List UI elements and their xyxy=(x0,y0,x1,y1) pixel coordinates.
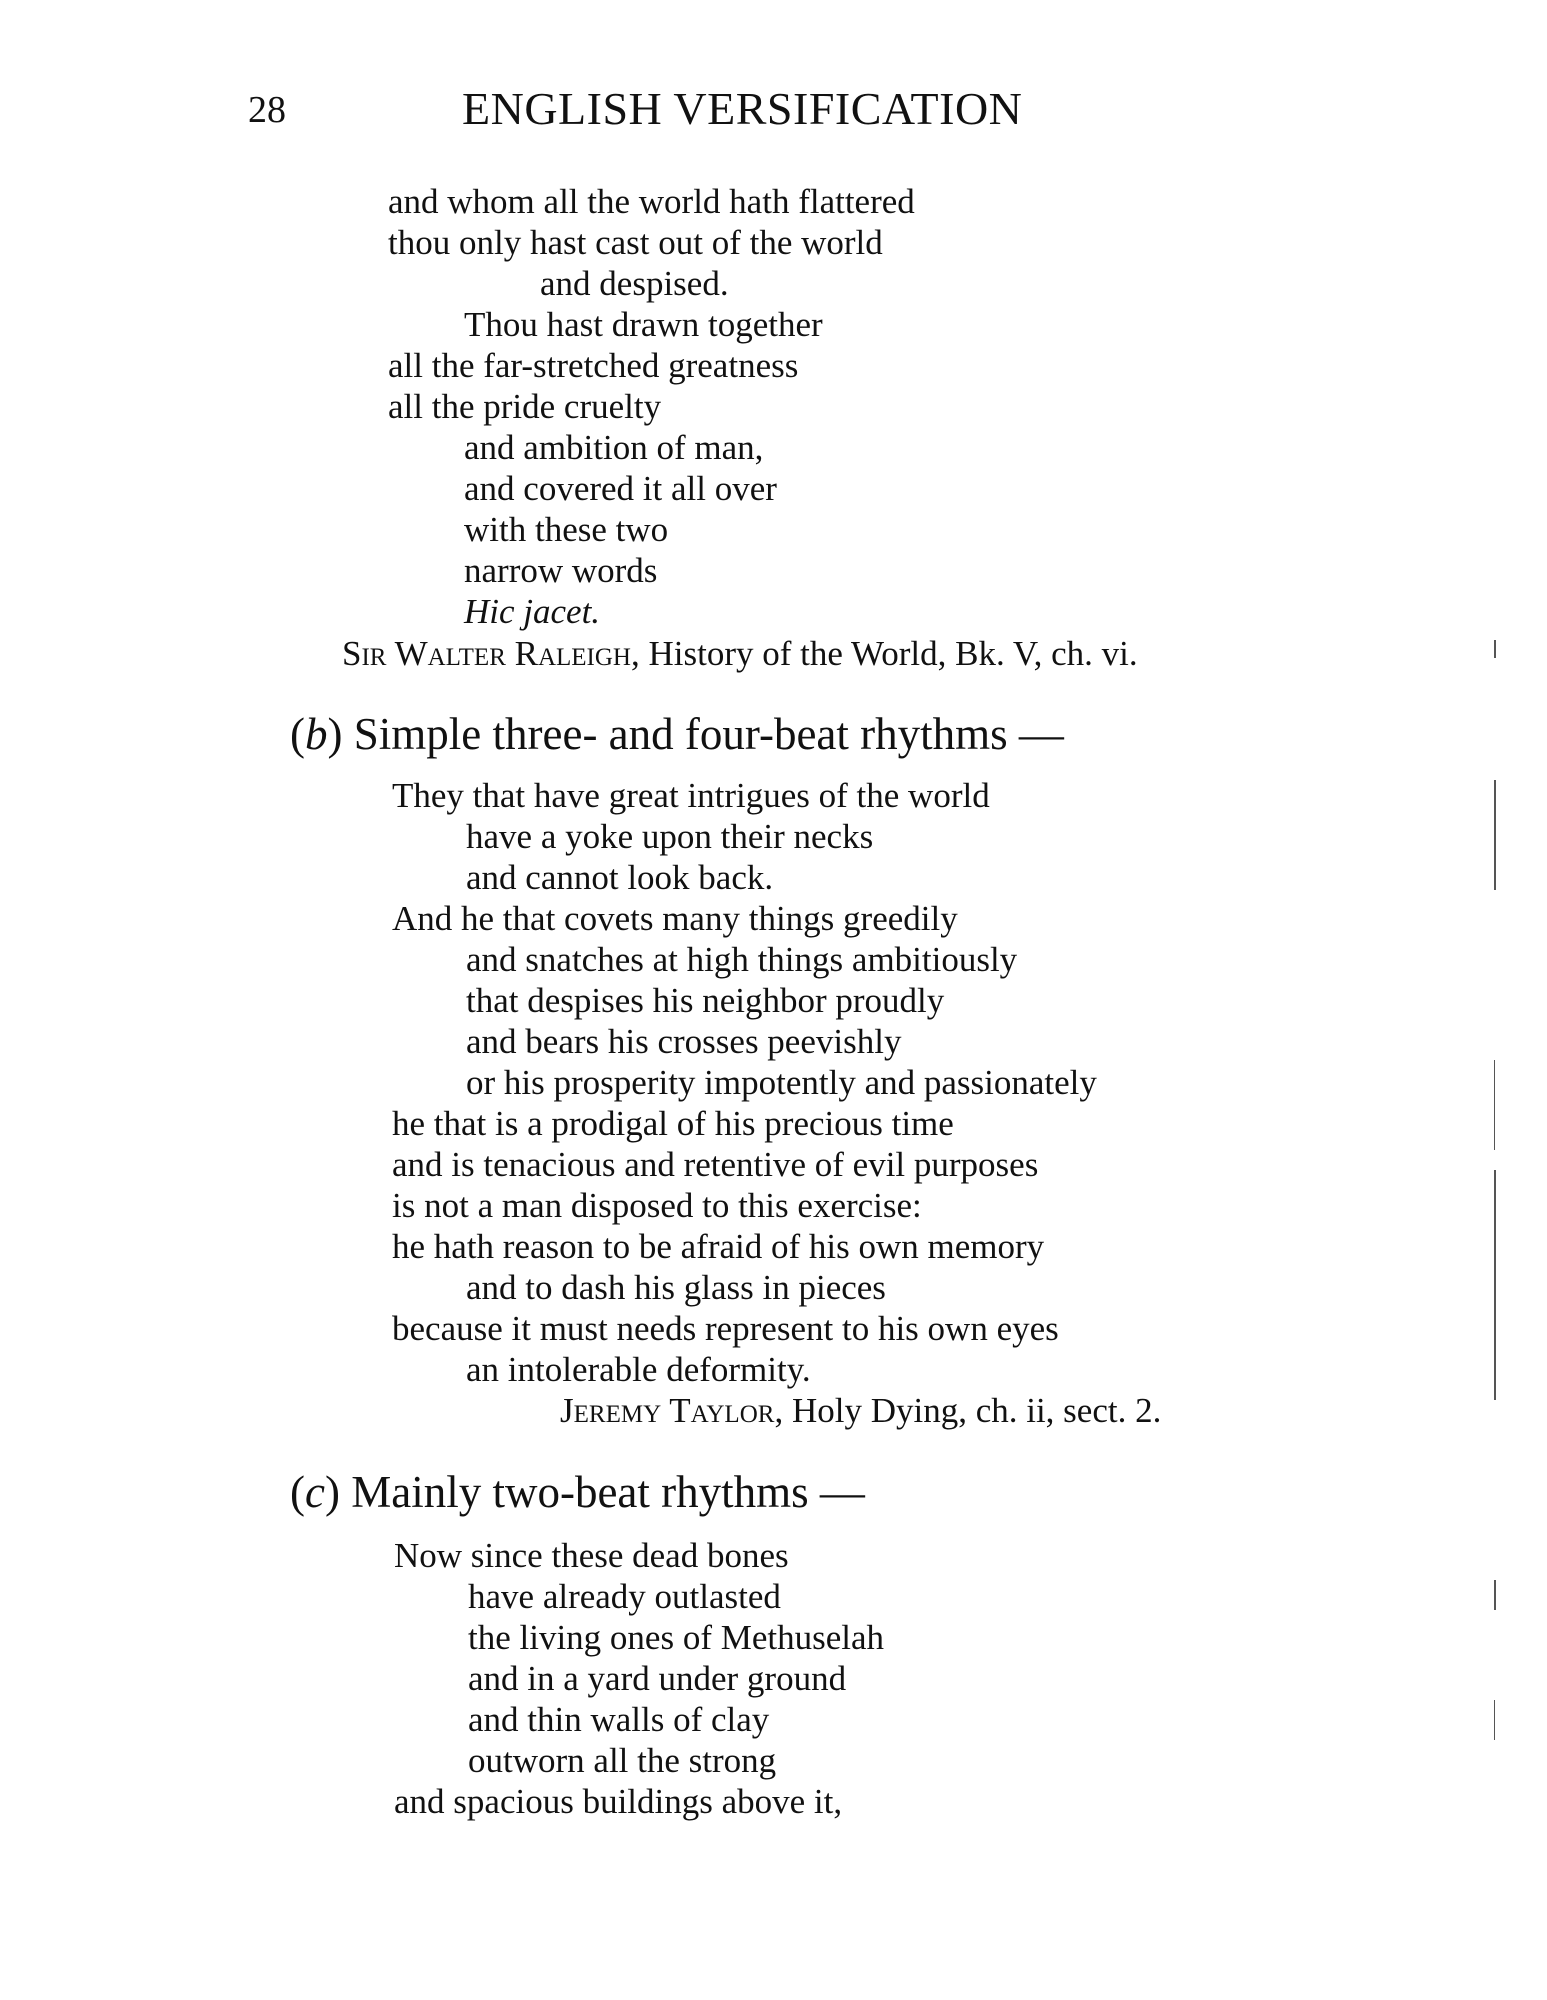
section-title: Mainly two-beat rhythms — xyxy=(351,1467,865,1517)
verse-line: and snatches at high things ambitiously xyxy=(466,940,1018,979)
verse-line: and covered it all over xyxy=(464,469,777,508)
verse-line: outworn all the strong xyxy=(468,1741,777,1780)
verse-line: he that is a prodigal of his precious time xyxy=(392,1104,954,1143)
verse-line: narrow words xyxy=(464,551,658,590)
verse-line: and is tenacious and retentive of evil purposes xyxy=(392,1145,1039,1184)
scan-artifact xyxy=(1494,640,1496,658)
verse-line-italic: Hic jacet. xyxy=(464,592,601,631)
verse-line: all the far-stretched greatness xyxy=(388,346,799,385)
scan-artifact xyxy=(1494,1060,1495,1150)
attribution-work: , History of the World, Bk. V, ch. vi. xyxy=(631,634,1138,673)
attribution-author: Jeremy Taylor xyxy=(560,1391,775,1430)
verse-line: They that have great intrigues of the world xyxy=(392,776,990,815)
section-heading-c: (c) Mainly two-beat rhythms — xyxy=(290,1467,865,1517)
verse-line: have already outlasted xyxy=(468,1577,781,1616)
running-title: ENGLISH VERSIFICATION xyxy=(462,83,1023,134)
verse-line: an intolerable deformity. xyxy=(466,1350,811,1389)
scan-artifact xyxy=(1494,780,1496,890)
verse-line: Thou hast drawn together xyxy=(464,305,823,344)
page-number: 28 xyxy=(248,89,286,131)
verse-line: he hath reason to be afraid of his own memory xyxy=(392,1227,1045,1266)
attribution-taylor xyxy=(560,1393,1161,1428)
verse-line: with these two xyxy=(464,510,669,549)
section-heading-b: (b) Simple three- and four-beat rhythms — xyxy=(290,709,1064,759)
attribution-author: Sir Walter Raleigh xyxy=(342,634,631,673)
verse-line: that despises his neighbor proudly xyxy=(466,981,945,1020)
verse-line: and ambition of man, xyxy=(464,428,764,467)
verse-line: and spacious buildings above it, xyxy=(394,1782,843,1821)
verse-line: and to dash his glass in pieces xyxy=(466,1268,886,1307)
scan-artifact xyxy=(1494,1700,1495,1740)
verse-line: and despised. xyxy=(540,264,729,303)
attribution-work: , Holy Dying, ch. ii, sect. 2. xyxy=(774,1391,1162,1430)
verse-line: and cannot look back. xyxy=(466,858,774,897)
verse-line: Now since these dead bones xyxy=(394,1536,789,1575)
scan-artifact xyxy=(1494,1170,1496,1400)
verse-line: have a yoke upon their necks xyxy=(466,817,874,856)
attribution-raleigh xyxy=(342,636,1138,671)
verse-line: all the pride cruelty xyxy=(388,387,662,426)
verse-line: thou only hast cast out of the world xyxy=(388,223,883,262)
verse-line: and whom all the world hath flattered xyxy=(388,182,915,221)
verse-line: and bears his crosses peevishly xyxy=(466,1022,902,1061)
page-header xyxy=(248,83,1078,148)
verse-line: and thin walls of clay xyxy=(468,1700,770,1739)
scan-artifact xyxy=(1494,1580,1496,1610)
section-title: Simple three- and four-beat rhythms — xyxy=(353,709,1064,759)
verse-line: the living ones of Methuselah xyxy=(468,1618,885,1657)
verse-line: and in a yard under ground xyxy=(468,1659,847,1698)
section-letter: c xyxy=(305,1467,325,1517)
verse-line: is not a man disposed to this exercise: xyxy=(392,1186,922,1225)
section-letter: b xyxy=(305,709,328,759)
verse-line: or his prosperity impotently and passionately xyxy=(466,1063,1097,1102)
verse-line: And he that covets many things greedily xyxy=(392,899,958,938)
verse-line: because it must needs represent to his own eyes xyxy=(392,1309,1059,1348)
